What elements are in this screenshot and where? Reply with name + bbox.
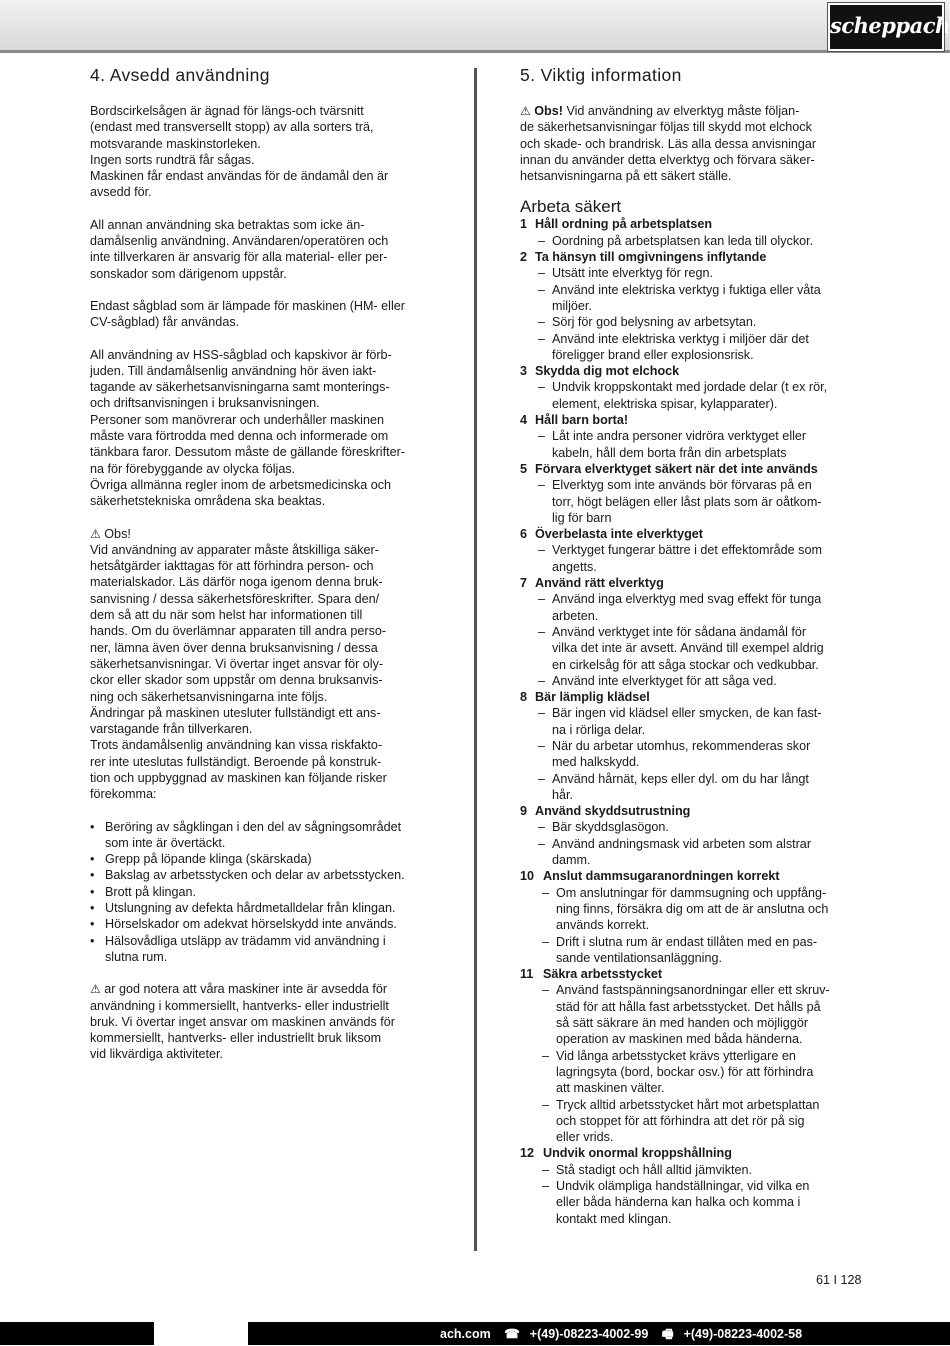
rule-item: – Bär skyddsglasögon. xyxy=(520,819,865,835)
paragraph: Endast sågblad som är lämpade för maskinen (HM- eller CV-sågblad) får användas. xyxy=(90,298,405,330)
rule-number: 9 xyxy=(520,804,528,819)
fax-number: +(49)-08223-4002-58 xyxy=(683,1327,803,1341)
warning-text: ar god notera att våra maskiner inte är avsedda för användning i kommersiellt, hantverks- eller industriellt bruk. Vi övertar inget ansvar om maskinen används för kommersiellt, hantverks- eller industriellt bruk liksom vid likvärdiga aktiviteter. xyxy=(90,982,395,1062)
rule-title-text: Ta hänsyn till omgivningens inflytande xyxy=(535,250,767,265)
rule-item: – Oordning på arbetsplatsen kan leda till olyckor. xyxy=(520,233,865,249)
rule-item: – Vid långa arbetsstycket krävs ytterligare en lagringsyta (bord, bockar osv.) för att förhindra att maskinen välter. xyxy=(520,1048,865,1097)
phone-icon: ☎ xyxy=(504,1327,520,1341)
risk-list-item: • Bakslag av arbetsstycken och delar av arbetsstycken. xyxy=(90,867,435,883)
rule-title-text: Använd rätt elverktyg xyxy=(535,576,664,591)
warning-triangle-icon: ⚠ xyxy=(90,526,101,541)
rule-number: 8 xyxy=(520,690,528,705)
rule-item: – Tryck alltid arbetsstycket hårt mot arbetsplattan och stoppet för att förhindra att det rör på sig eller vrids. xyxy=(520,1097,865,1146)
subheading-work-safely: Arbeta säkert xyxy=(520,197,622,217)
rule-title xyxy=(520,1145,865,1161)
footer-gap xyxy=(154,1322,248,1345)
rule-item: – Drift i slutna rum är endast tillåten med en pas- sande ventilationsanläggning. xyxy=(520,934,865,967)
rule-item: – Sörj för god belysning av arbetsytan. xyxy=(520,314,865,330)
rule-title xyxy=(520,412,865,428)
rule-item: – Använd inte elektriska verktyg i miljöer där det föreligger brand eller explosionsrisk. xyxy=(520,331,865,364)
rule-item: – Undvik olämpliga handställningar, vid vilka en eller båda händerna kan halka och komma i kontakt med klingan. xyxy=(520,1178,865,1227)
rule-title-text: Håll barn borta! xyxy=(535,413,629,428)
rule-number: 4 xyxy=(520,413,528,428)
rule-title xyxy=(520,526,865,542)
rule-item: – När du arbetar utomhus, rekommenderas skor med halkskydd. xyxy=(520,738,865,771)
rule-item: – Använd andningsmask vid arbeten som alstrar damm. xyxy=(520,836,865,869)
rule-item: – Utsätt inte elverktyg för regn. xyxy=(520,265,865,281)
right-column xyxy=(520,64,865,1227)
rule-item: – Stå stadigt och håll alltid jämvikten. xyxy=(520,1162,865,1178)
rule-item: – Bär ingen vid klädsel eller smycken, de kan fast- na i rörliga delar. xyxy=(520,705,865,738)
rule-title xyxy=(520,575,865,591)
risk-list-item: • Hörselskador om adekvat hörselskydd inte används. xyxy=(90,916,435,932)
rule-item: – Använd verktyget inte för sådana ändamål för vilka det inte är avsett. Använd till exempel aldrig en cirkelsåg för att såga stockar och vedkubbar. xyxy=(520,624,865,673)
risk-list-item: • Beröring av sågklingan i den del av sågningsområdet som inte är övertäckt. xyxy=(90,819,435,852)
phone-number: +(49)-08223-4002-99 xyxy=(529,1327,649,1341)
risk-list-item: • Brott på klingan. xyxy=(90,884,435,900)
footer-contact xyxy=(440,1325,812,1346)
rule-item: – Verktyget fungerar bättre i det effektområde som angetts. xyxy=(520,542,865,575)
risk-list-item: • Utslungning av defekta hårdmetalldelar från klingan. xyxy=(90,900,435,916)
rule-title xyxy=(520,689,865,705)
rule-title xyxy=(520,216,865,232)
rule-number: 3 xyxy=(520,364,528,379)
footer-bar xyxy=(0,1322,950,1345)
rule-title-text: Säkra arbetsstycket xyxy=(543,967,663,982)
paragraph xyxy=(90,981,435,1062)
fax-icon: 🖷 xyxy=(661,1327,674,1341)
paragraph: All annan användning ska betraktas som icke än- damålsenlig användning. Användaren/operatören och inte tillverkaren är ansvarig för alla material- eller per- sonskador som därigenom uppstår. xyxy=(90,217,389,281)
section-heading-intended-use: 4. Avsedd användning xyxy=(90,65,270,85)
risk-list-item: • Grepp på löpande klinga (skärskada) xyxy=(90,851,435,867)
rule-item: – Använd hårnät, keps eller dyl. om du har långt hår. xyxy=(520,771,865,804)
rule-title xyxy=(520,803,865,819)
rule-item: – Om anslutningar för dammsugning och uppfång- ning finns, försäkra dig om att de är anslutna och används korrekt. xyxy=(520,885,865,934)
rule-title-text: Bär lämplig klädsel xyxy=(535,690,650,705)
page-number: 61 I 128 xyxy=(816,1273,862,1287)
paragraph: Bordscirkelsågen är ägnad för längs-och tvärsnitt (endast med transversellt stopp) av alla sorters trä, motsvarande maskinstorleken. Ingen sorts rundträ får sågas. Maskinen får endast användas för de ändamål den är avsedd för. xyxy=(90,104,389,200)
rule-title xyxy=(520,461,865,477)
rule-title-text: Använd skyddsutrustning xyxy=(535,804,691,819)
paragraph: Vid användning av apparater måste åtskilliga säker- hetsåtgärder iakttagas för att förhindra person- och materialskador. Läs därför noga igenom denna bruk- sanvisning / dessa säkerhetsföreskrifter. Spara den/ dem så att du när som helst har informationen till hands. Om du överlämnar apparaten till andra perso- ner, lämna även över denna bruksanvisning / dessa säkerhetsanvisningar. Vi övertar inget ansvar för oly- ckor eller skador som uppstår om denna bruksanvis- ning och säkerhetsanvisningarna inte följs. Ändringar på maskinen utesluter fullständigt ett ans- varstagande från tillverkaren. Trots ändamålsenlig användning kan vissa riskfakto- rer inte uteslutas fullständigt. Beroende på konstruk- tion och uppbyggnad av maskinen kan följande risker förekomma: xyxy=(90,542,387,802)
rule-title xyxy=(520,249,865,265)
rule-title-text: Undvik onormal kroppshållning xyxy=(543,1146,732,1161)
rule-number: 1 xyxy=(520,217,528,232)
rule-item: – Använd fastspänningsanordningar eller ett skruv- städ för att hålla fast arbetsstycket. Det hålls på så sätt säkrare än med handen och möjliggör operation av maskinen med båda händerna. xyxy=(520,982,865,1047)
left-column xyxy=(90,64,435,1063)
brand-logo: scheppach xyxy=(828,3,944,51)
safety-rules xyxy=(520,216,865,1226)
rule-title-text: Förvara elverktyget säkert när det inte används xyxy=(535,461,818,476)
warning-label: Obs! xyxy=(104,526,131,541)
rule-item: – Elverktyg som inte används bör förvaras på en torr, högt belägen eller låst plats som är oåtkom- lig för barn xyxy=(520,477,865,526)
rule-number: 2 xyxy=(520,250,528,265)
rule-number: 5 xyxy=(520,461,528,476)
rule-number: 6 xyxy=(520,527,528,542)
risk-list-item: • Hälsovådliga utsläpp av trädamm vid användning i slutna rum. xyxy=(90,933,435,966)
column-divider xyxy=(474,68,477,1251)
warning-label: Obs! xyxy=(534,104,563,118)
rule-number: 7 xyxy=(520,576,528,591)
paragraph xyxy=(520,103,865,184)
rule-item: – Använd inte elverktyget för att såga ved. xyxy=(520,673,865,689)
rule-title xyxy=(520,966,865,982)
rule-number: 12 xyxy=(520,1146,535,1161)
rule-number: 11 xyxy=(520,967,534,982)
rule-item: – Använd inte elektriska verktyg i fuktiga eller våta miljöer. xyxy=(520,282,865,315)
rule-title xyxy=(520,363,865,379)
rule-item: – Låt inte andra personer vidröra verktyget eller kabeln, håll dem borta från din arbetsplats xyxy=(520,428,865,461)
warning-triangle-icon: ⚠ xyxy=(520,104,531,118)
warning-triangle-icon: ⚠ xyxy=(90,982,101,997)
rule-item: – Använd inga elverktyg med svag effekt för tunga arbeten. xyxy=(520,591,865,624)
rule-title-text: Håll ordning på arbetsplatsen xyxy=(535,217,713,232)
rule-title-text: Överbelasta inte elverktyget xyxy=(535,527,703,542)
rule-title-text: Skydda dig mot elchock xyxy=(535,364,680,379)
rule-number: 10 xyxy=(520,869,535,884)
section-heading-important-info: 5. Viktig information xyxy=(520,65,682,85)
warning-line xyxy=(90,526,435,542)
warning-text: Vid användning av elverktyg måste följan- de säkerhetsanvisningar följas till skydd mot elchock och skade- och brandrisk. Läs alla dessa anvisningar innan du använder detta elverktyg och förvara säker- hetsanvisningarna på ett säkert ställe. xyxy=(520,104,817,184)
paragraph: All användning av HSS-sågblad och kapskivor är förb- juden. Till ändamålsenlig användning hör även iakt- tagande av säkerhetsanvisningarna samt monterings- och driftsanvisningen i bruksanvisningen. Personer som manövrerar och underhåller maskinen måste vara förtrodda med denna och informerade om tänkbara faror. Dessutom måste de gällande föreskrifter- na för förebyggande av olycka följas. Övriga allmänna regler inom de arbetsmedicinska och säkerhetstekniska områdena ska beaktas. xyxy=(90,347,405,509)
website-text: ach.com xyxy=(440,1327,491,1341)
risk-list xyxy=(90,819,435,966)
header-bar xyxy=(0,0,950,53)
rule-title-text: Anslut dammsugaranordningen korrekt xyxy=(543,869,780,884)
rule-title xyxy=(520,868,865,884)
rule-item: – Undvik kroppskontakt med jordade delar (t ex rör, element, elektriska spisar, kylapparater). xyxy=(520,379,865,412)
